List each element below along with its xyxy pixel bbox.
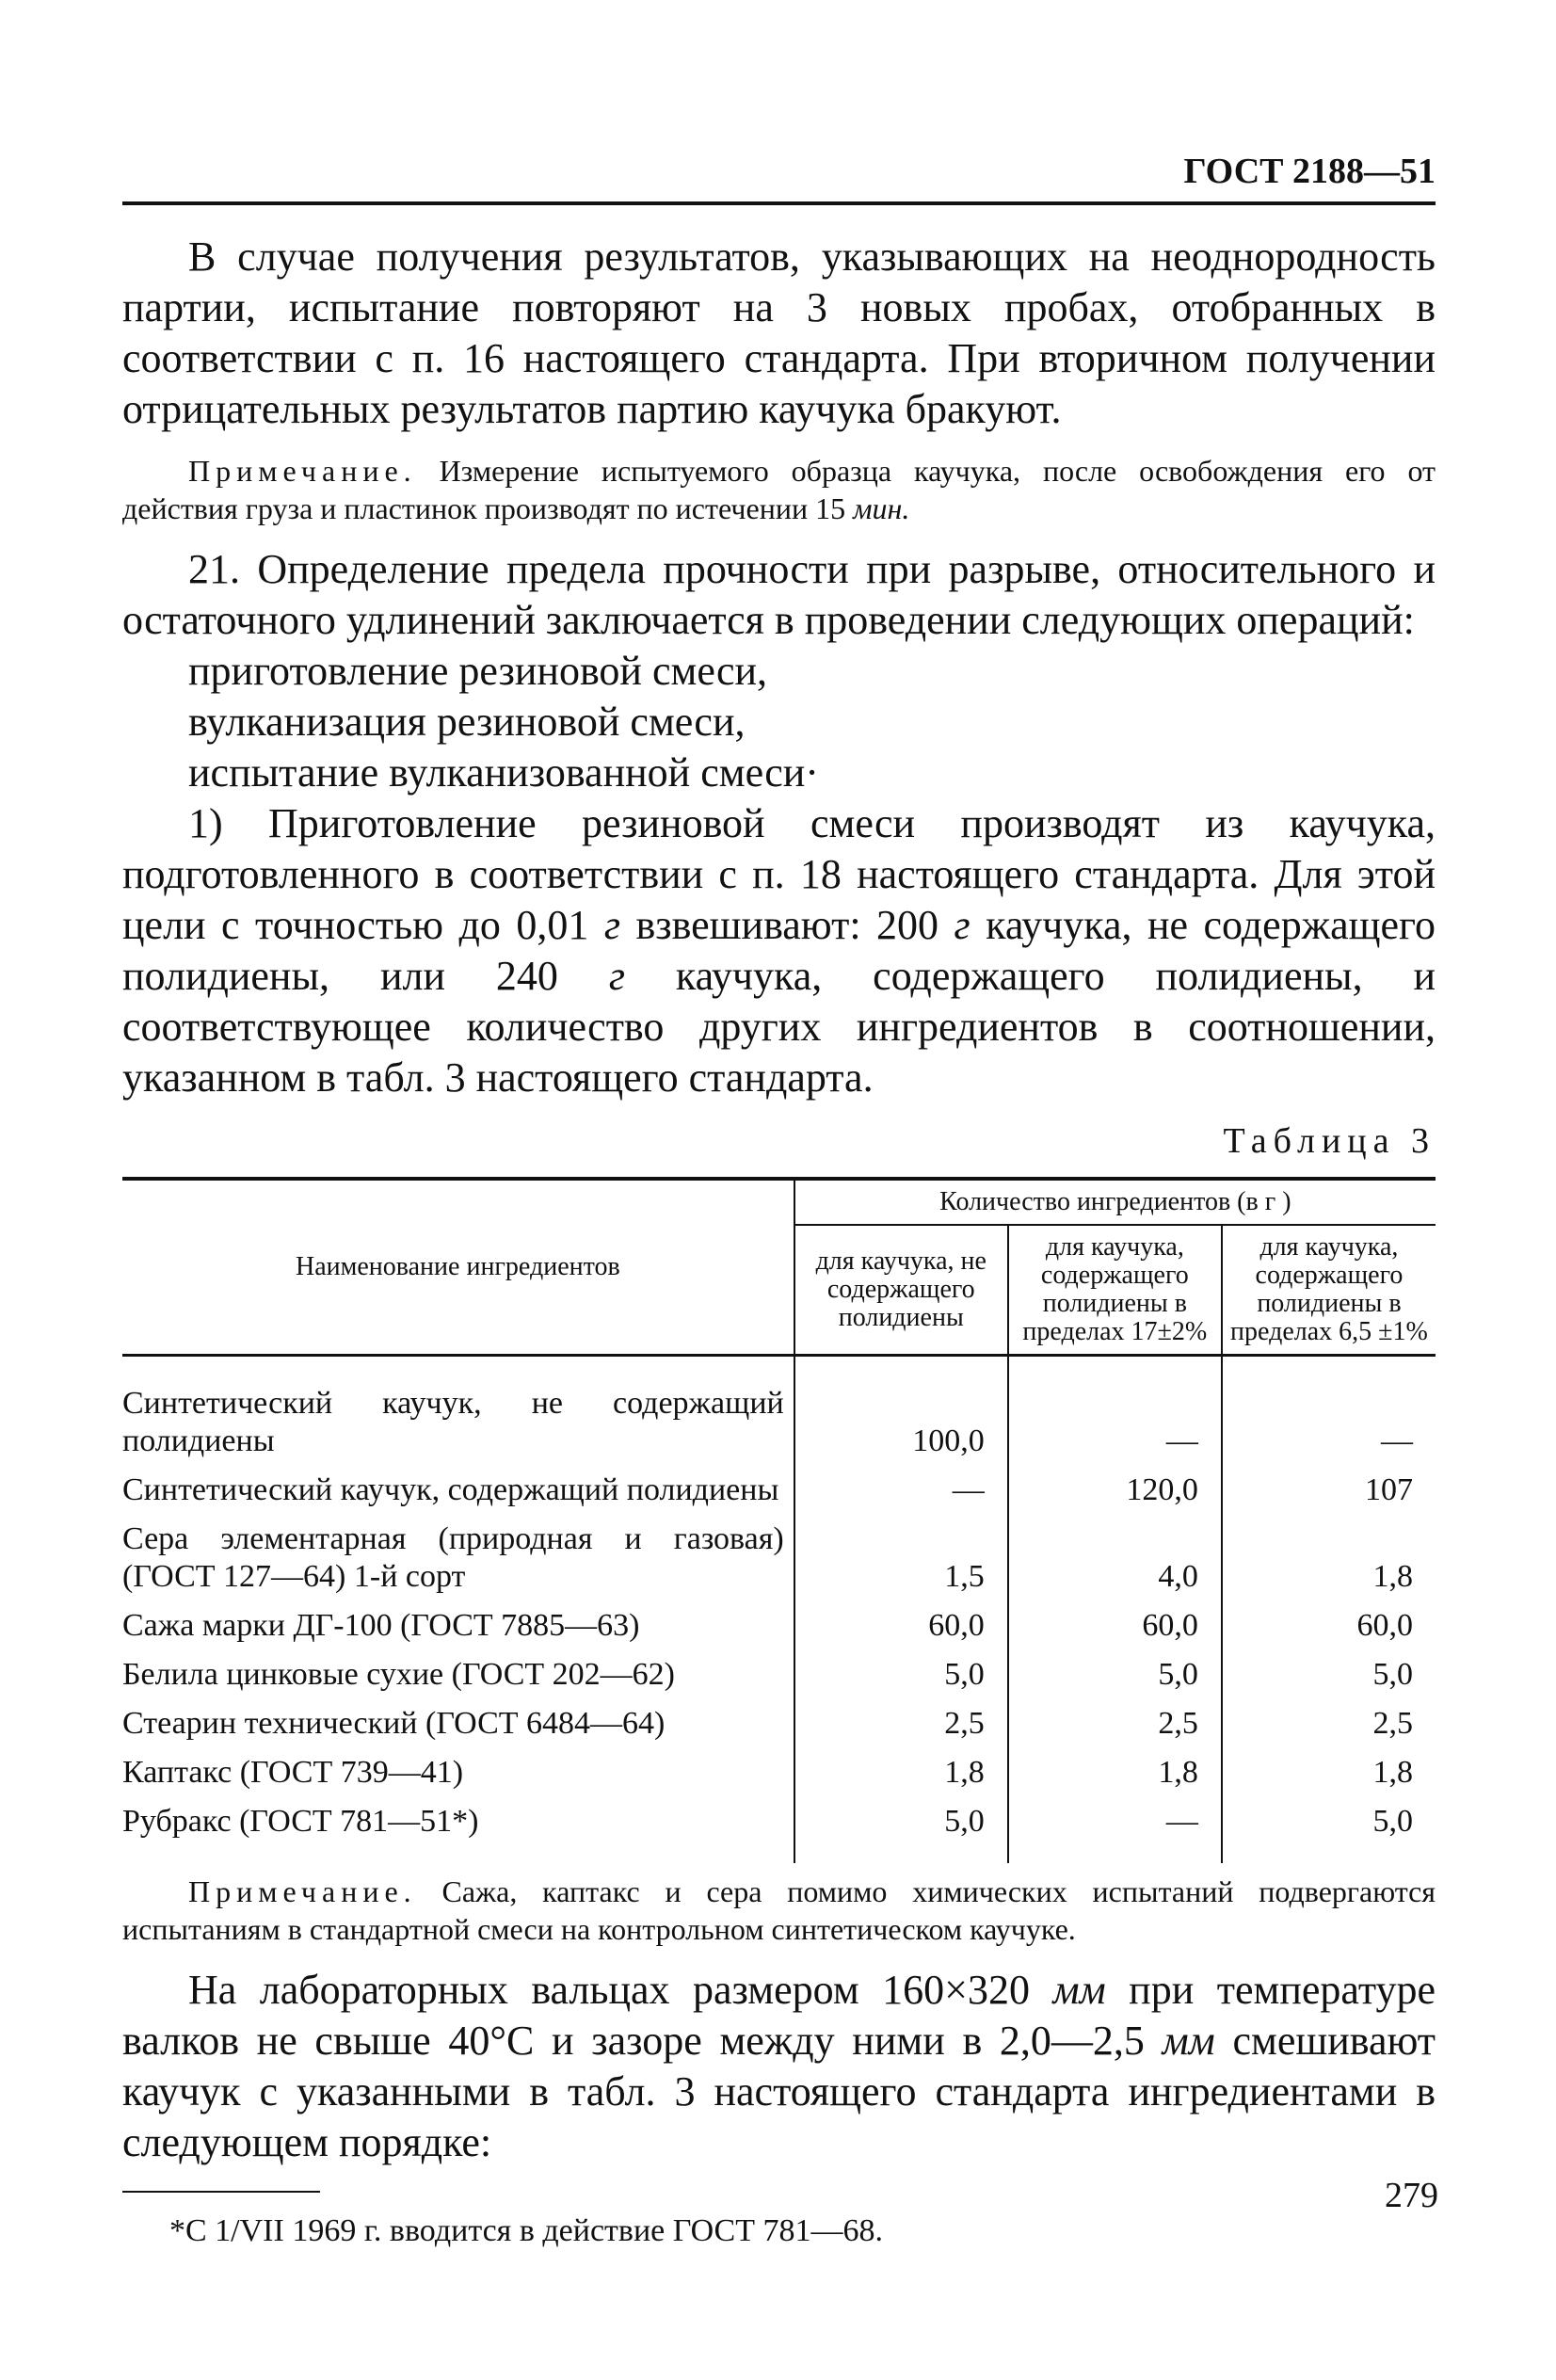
note-text: Измерение испытуемого образца каучука, после освобождения его от действия груза и пластинок производят по истечении 15 [122, 454, 1436, 525]
footnote: *С 1/VII 1969 г. вводится в действие ГОСТ 781—68. [169, 2213, 883, 2248]
cell-value: 120,0 [1008, 1466, 1222, 1515]
cell-value: 5,0 [1222, 1797, 1436, 1863]
text-fragment: смешивают каучук с указанными в табл. 3 настоящего стандарта ингредиентами в следующем порядке: [122, 2018, 1436, 2165]
unit-gram: г [608, 953, 625, 999]
paragraph-section-21: 21. Определение предела прочности при разрыве, относительного и остаточного удлинений заключается в проведении следующих операций: [122, 546, 1436, 643]
table-header-col3: для каучука, содержащего полидиены в пределах 6,5 ±1% [1222, 1225, 1436, 1356]
table-row [122, 1650, 1436, 1699]
cell-value: 5,0 [794, 1650, 1008, 1699]
unit-mm: мм [1052, 1967, 1106, 2013]
cell-value: 60,0 [1222, 1601, 1436, 1650]
paragraph-preparation [122, 798, 1436, 1103]
cell-value: 1,8 [794, 1748, 1008, 1797]
ingredient-name: Белила цинковые сухие (ГОСТ 202—62) [122, 1657, 675, 1692]
operation-item: приготовление резиновой смеси, [188, 648, 768, 694]
paragraph-mixing [122, 1965, 1436, 2168]
table-header-col2: для каучука, содержащего полидиены в пределах 17±2% [1008, 1225, 1222, 1356]
text-fragment: каучука, не содержащего полидиены, или 240 [122, 902, 1436, 999]
table-row [122, 1515, 1436, 1601]
cell-value: 2,5 [1222, 1699, 1436, 1748]
cell-value: 4,0 [1008, 1515, 1222, 1601]
operation-item: вулканизация резиновой смеси, [188, 699, 746, 745]
cell-value: 107 [1222, 1466, 1436, 1515]
cell-value: 60,0 [794, 1601, 1008, 1650]
note-label: Примечание. [188, 454, 417, 488]
operation-item: испытание вулканизованной смеси· [188, 749, 819, 796]
cell-value: 1,5 [794, 1515, 1008, 1601]
table-row [122, 1797, 1436, 1863]
cell-value: — [1008, 1356, 1222, 1467]
cell-value: — [794, 1466, 1008, 1515]
table-row [122, 1699, 1436, 1748]
table-header-col1: для каучука, не содержащего полидиены [794, 1225, 1008, 1356]
cell-value: 1,8 [1222, 1515, 1436, 1601]
ingredient-name: Сера элементарная (природная и газовая) (ГОСТ 127—64) 1-й сорт [122, 1521, 784, 1594]
document-header: ГОСТ 2188—51 [122, 151, 1436, 205]
ingredient-name: Синтетический каучук, не содержащий полидиены [122, 1386, 784, 1458]
unit-mm: мм [1162, 2018, 1215, 2064]
text-fragment: На лабораторных вальцах размером 160×320 [188, 1967, 1030, 2013]
cell-value: 2,5 [794, 1699, 1008, 1748]
table-row [122, 1356, 1436, 1467]
text-fragment: каучука, содержащего полидиены, и соответствующее количество других ингредиентов в соотношении, указанном в табл. 3 настоящего стандарта. [122, 953, 1436, 1101]
unit-gram: г [954, 902, 970, 948]
ingredient-name: Сажа марки ДГ-100 (ГОСТ 7885—63) [122, 1608, 640, 1643]
text-fragment: взвешивают: 200 [635, 902, 939, 948]
cell-value: 5,0 [1222, 1650, 1436, 1699]
footnote-divider [122, 2191, 320, 2193]
ingredient-name: Синтетический каучук, содержащий полидиены [122, 1472, 779, 1507]
cell-value: 5,0 [794, 1797, 1008, 1863]
note-unit: мин. [853, 491, 910, 525]
table-row [122, 1466, 1436, 1515]
cell-value: 2,5 [1008, 1699, 1222, 1748]
cell-value: 1,8 [1008, 1748, 1222, 1797]
table-header-name: Наименование ингредиентов [122, 1179, 794, 1356]
note-text: Сажа, каптакс и сера помимо химических испытаний подвергаются испытаниям в стандартной смеси на контрольном синтетическом каучуке. [122, 1874, 1436, 1946]
cell-value: — [1222, 1356, 1436, 1467]
unit-gram: г [603, 902, 620, 948]
text-fragment: 1) Приготовление резиновой смеси производят из каучука, подготовленного в соответствии с п. 18 настоящего стандарта. Для этой цели с точностью до 0,01 [122, 800, 1436, 948]
ingredient-name: Каптакс (ГОСТ 739—41) [122, 1755, 464, 1790]
table-row [122, 1601, 1436, 1650]
note-label: Примечание. [188, 1874, 417, 1908]
operations-list [122, 646, 1436, 798]
text-fragment: при температуре валков не свыше 40°С и зазоре между ними в 2,0—2,5 [122, 1967, 1436, 2064]
paragraph-retest: В случае получения результатов, указывающих на неоднородность партии, испытание повторяют на 3 новых пробах, отобранных в соответствии с п. 16 настоящего стандарта. При вторичном получении отрицательных результатов партию каучука бракуют. [122, 233, 1436, 432]
cell-value: 100,0 [794, 1356, 1008, 1467]
page-number: 279 [1385, 2176, 1438, 2215]
table-title: Таблица 3 [1223, 1121, 1436, 1161]
cell-value: 60,0 [1008, 1601, 1222, 1650]
cell-value: — [1008, 1797, 1222, 1863]
table-row [122, 1748, 1436, 1797]
document-page [122, 151, 1436, 2249]
ingredient-name: Стеарин технический (ГОСТ 6484—64) [122, 1706, 666, 1741]
ingredients-table [122, 1177, 1436, 1863]
cell-value: 1,8 [1222, 1748, 1436, 1797]
note-carbon-black [122, 1873, 1436, 1948]
ingredient-name: Рубракс (ГОСТ 781—51*) [122, 1804, 479, 1839]
table-header-group: Количество ингредиентов (в г ) [794, 1179, 1436, 1225]
cell-value: 5,0 [1008, 1650, 1222, 1699]
note-measurement [122, 452, 1436, 527]
